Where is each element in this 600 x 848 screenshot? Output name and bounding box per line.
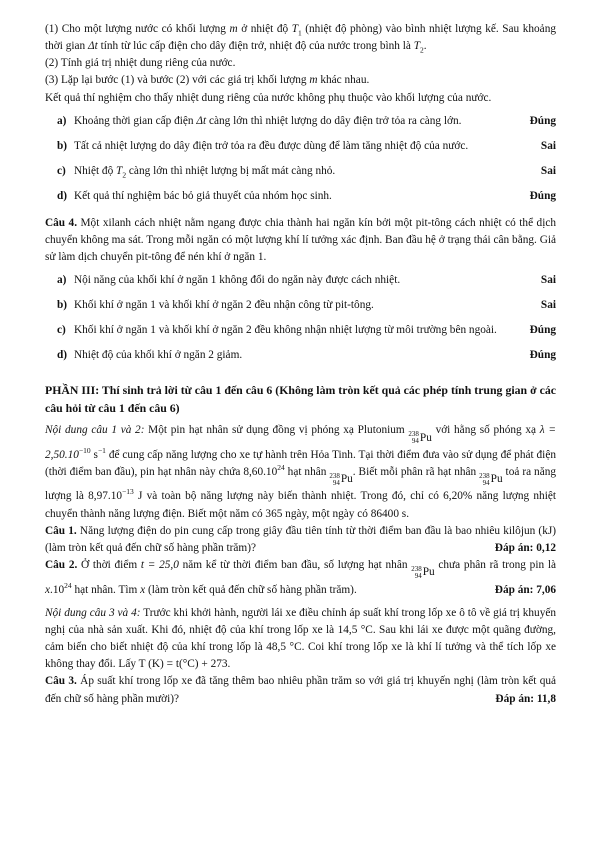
question-1: Câu 1. Năng lượng điện do pin cung cấp trong giây đầu tiên tính từ thời điểm ban đầu là bao nhiêu kilôjun (kJ) (làm tròn kết quả đến chữ số hàng phần trăm)? Đáp án: 0,12 bbox=[45, 523, 556, 557]
answer-label: Đúng bbox=[529, 324, 556, 337]
option-b: b) Khối khí ở ngăn 1 và khối khí ở ngăn 2 đều nhận công từ pit-tông. Sai bbox=[57, 297, 556, 322]
plutonium-isotope: 238 94 Pu bbox=[408, 430, 432, 446]
answer-label: Sai bbox=[540, 299, 556, 312]
content-1-2: Nội dung câu 1 và 2: Một pin hạt nhân sử dụng đồng vị phóng xạ Plutonium 238 94 Pu với hằng số phóng xạ $\lambda = 2,50.10^{-10}$ $s^{-1}$ để cung cấp năng lượng cho xe tự hành trên Hỏa Tinh. Tại thời điểm đưa vào sử dụng để phát điện (thời điểm ban đầu), pin hạt nhân này chứa 8,60.10$^{24}$ hạt nhân 238 94 Pu . Biết mỗi phân rã hạt nhân 238 94 Pu toả ra năng lượng là $8,97.10^{-13}$ J và toàn bộ năng lượng này biến thành nhiệt. Trong đó, chỉ có 6,20% năng lượng nhiệt chuyển thành năng lượng điện. Biết một năm có 365 ngày, một ngày có 86400 s. bbox=[45, 424, 557, 520]
procedure-step-2: (2) Tính giá trị nhiệt dung riêng của nước. bbox=[45, 57, 236, 70]
answer-label: Sai bbox=[540, 164, 556, 177]
option-d: d) Kết quả thí nghiệm bác bỏ giả thuyết của nhóm học sinh. Đúng bbox=[57, 188, 556, 213]
option-d: d) Nhiệt độ của khối khí ở ngăn 2 giảm. Đúng bbox=[57, 347, 556, 372]
question-3: Câu 3. Áp suất khí trong lốp xe đã tăng thêm bao nhiêu phần trăm so với giá trị khuyến nghị (làm tròn kết quả đến chữ số hàng phần mười)? Đáp án: 11,8 bbox=[45, 673, 556, 707]
option-b: b) Tất cả nhiệt lượng do dây điện trở tỏa ra đều được dùng để làm tăng nhiệt độ của nước. Sai bbox=[57, 138, 556, 163]
answer-1: Đáp án: 0,12 bbox=[494, 541, 556, 554]
question-3-options bbox=[45, 113, 556, 213]
answer-label: Sai bbox=[540, 139, 556, 152]
answer-2: Đáp án: 7,06 bbox=[494, 583, 556, 596]
question-2: Câu 2. Ở thời điểm t = 25,0 năm kể từ thời điểm ban đầu, số lượng hạt nhân 238 94 Pu chưa phân rã trong pin là $x.10^{24}$ hạt nhân. Tìm x (làm tròn kết quả đến chữ số hàng phần trăm). Đáp án: 7,06 bbox=[45, 557, 556, 599]
option-c: c) Nhiệt độ $T_2$ càng lớn thì nhiệt lượng bị mất mát càng nhỏ. Sai bbox=[57, 164, 556, 180]
procedure-result: Kết quả thí nghiệm cho thấy nhiệt dung riêng của nước không phụ thuộc vào khối lượng của nước. bbox=[45, 91, 492, 104]
content-3-4: Nội dung câu 3 và 4: Trước khi khởi hành, người lái xe điều chỉnh áp suất khí trong lốp xe ô tô về giá trị khuyến nghị của nhà sản xuất. Khi đó, nhiệt độ của khí trong lốp xe là 14,5 °C. Sau khi lái xe được một quãng đường, cảm biến cho biết nhiệt độ của khí trong lốp là 48,5 °C. Coi khí trong lốp xe là khí lí tưởng và thể tích lốp xe không thay đổi. Lấy T (K) = t(°C) + 273. bbox=[45, 606, 557, 671]
part-3-heading: PHẦN III: Thí sinh trả lời từ câu 1 đến câu 6 (Không làm tròn kết quả các phép tính trung gian ở các câu hỏi từ câu 1 đến câu 6) bbox=[45, 383, 556, 416]
answer-label: Đúng bbox=[529, 189, 556, 202]
option-a: a) Nội năng của khối khí ở ngăn 1 không đổi do ngăn này được cách nhiệt. Sai bbox=[57, 272, 556, 297]
question-4-stem: Câu 4. Một xilanh cách nhiệt nằm ngang được chia thành hai ngăn kín bởi một pit-tông cách nhiệt có thể dịch chuyển không ma sát. Trong mỗi ngăn có một lượng khí lí tưởng xác định. Ban đầu hệ ở trạng thái cân bằng. Giả sử làm dịch chuyển pit-tông để nén khí ở ngăn 1. bbox=[45, 216, 557, 264]
answer-label: Sai bbox=[540, 274, 556, 287]
question-3-procedure bbox=[45, 21, 556, 107]
option-a: a) Khoảng thời gian cấp điện Δt càng lớn thì nhiệt lượng do dây điện trở tỏa ra càng lớn. Đúng bbox=[57, 113, 556, 138]
answer-label: Đúng bbox=[529, 114, 556, 127]
question-4-options bbox=[45, 272, 556, 372]
answer-3: Đáp án: 11,8 bbox=[495, 692, 556, 705]
procedure-step-1: (1) Cho một lượng nước có khối lượng m ở nhiệt độ $T_1$ (nhiệt độ phòng) vào bình nhiệt lượng kế. Sau khoảng thời gian Δt tính từ lúc cấp điện cho dây điện trở, nhiệt độ của nước trong bình là $T_2$. bbox=[45, 23, 556, 55]
option-c: c) Khối khí ở ngăn 1 và khối khí ở ngăn 2 đều không nhận nhiệt lượng từ môi trường bên ngoài. Đúng bbox=[57, 322, 556, 347]
procedure-step-3: (3) Lặp lại bước (1) và bước (2) với các giá trị khối lượng m khác nhau. bbox=[45, 74, 370, 87]
answer-label: Đúng bbox=[529, 349, 556, 362]
